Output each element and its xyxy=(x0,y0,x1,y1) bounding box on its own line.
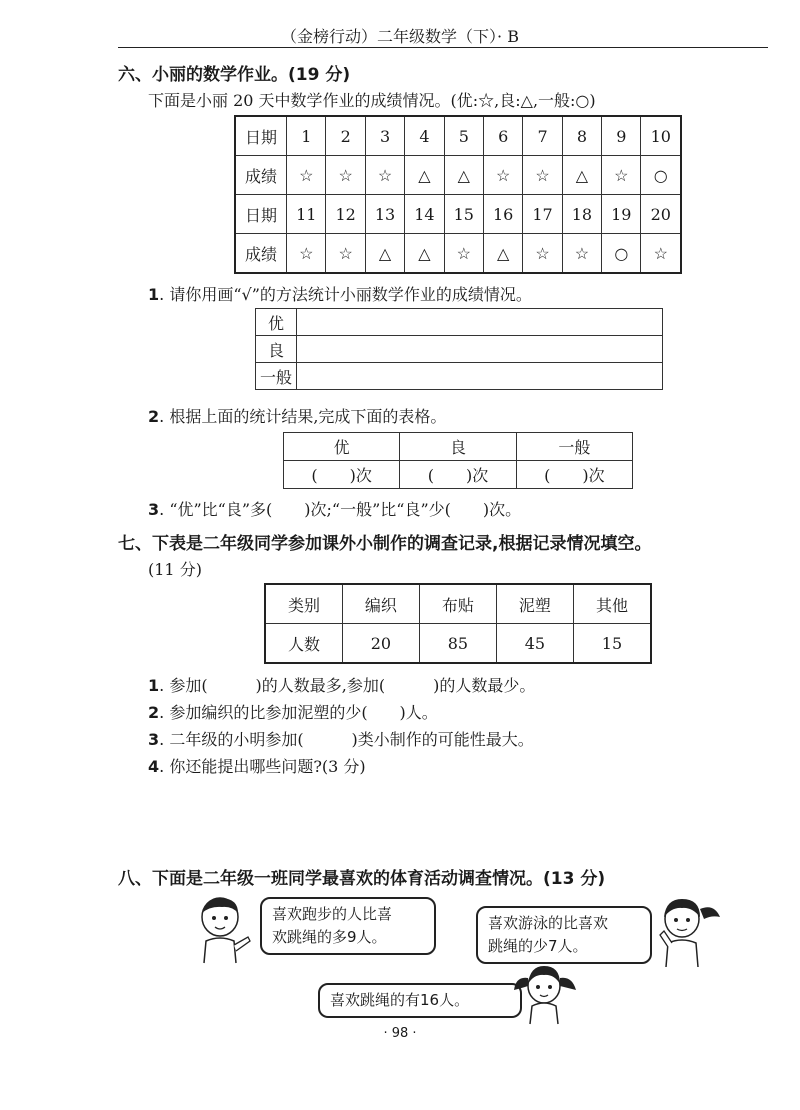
section7-score: (11 分) xyxy=(148,560,202,579)
section7-title: 七、下表是二年级同学参加课外小制作的调查记录,根据记录情况填空。 xyxy=(118,534,652,554)
date-cell: 7 xyxy=(523,116,562,156)
date-cell: 1 xyxy=(287,116,326,156)
date-cell: 10 xyxy=(641,116,681,156)
grade-cell: △ xyxy=(562,156,601,195)
section7-question-3: 3. 二年级的小明参加( )类小制作的可能性最大。 xyxy=(148,730,534,749)
grade-cell: △ xyxy=(365,234,404,274)
table-row xyxy=(256,363,663,390)
table-row xyxy=(235,195,681,234)
section6-intro: 下面是小丽 20 天中数学作业的成绩情况。(优:☆,良:△,一般:○) xyxy=(148,91,596,110)
grade-cell: △ xyxy=(483,234,522,274)
date-cell: 5 xyxy=(444,116,483,156)
grade-cell: ☆ xyxy=(444,234,483,274)
table-row xyxy=(284,433,633,461)
date-cell: 11 xyxy=(287,195,326,234)
grade-cell: ○ xyxy=(602,234,641,274)
date-cell: 8 xyxy=(562,116,601,156)
grade-cell: ☆ xyxy=(641,234,681,274)
grade-cell: ☆ xyxy=(483,156,522,195)
tally-answer-cell[interactable] xyxy=(297,309,663,336)
craft-value: 15 xyxy=(573,624,651,664)
craft-value: 45 xyxy=(496,624,573,664)
page-header-title: （金榜行动）二年级数学（下）· B xyxy=(281,27,519,46)
result-header: 一般 xyxy=(516,433,632,461)
section8-title: 八、下面是二年级一班同学最喜欢的体育活动调查情况。(13 分) xyxy=(118,869,606,889)
craft-header: 泥塑 xyxy=(496,584,573,624)
date-cell: 15 xyxy=(444,195,483,234)
date-cell: 2 xyxy=(326,116,365,156)
table-row xyxy=(265,624,651,664)
date-cell: 13 xyxy=(365,195,404,234)
grade-label: 成绩 xyxy=(235,234,287,274)
section7-question-1: 1. 参加( )的人数最多,参加( )的人数最少。 xyxy=(148,676,536,695)
speech-bubble-jumprope: 喜欢跳绳的有16人。 xyxy=(318,983,522,1018)
speech-bubble-running: 喜欢跑步的人比喜 欢跳绳的多9人。 xyxy=(260,897,436,955)
craft-header: 其他 xyxy=(573,584,651,624)
tally-answer-cell[interactable] xyxy=(297,336,663,363)
table-row xyxy=(235,156,681,195)
section6-question-1: 1. 请你用画“√”的方法统计小丽数学作业的成绩情况。 xyxy=(148,285,532,304)
grade-cell: ○ xyxy=(641,156,681,195)
date-cell: 17 xyxy=(523,195,562,234)
table-row xyxy=(265,584,651,624)
result-header: 良 xyxy=(400,433,516,461)
date-cell: 4 xyxy=(405,116,444,156)
date-label: 日期 xyxy=(235,116,287,156)
grade-cell: ☆ xyxy=(602,156,641,195)
grade-label: 成绩 xyxy=(235,156,287,195)
grade-cell: ☆ xyxy=(365,156,404,195)
craft-header: 布贴 xyxy=(419,584,496,624)
date-cell: 3 xyxy=(365,116,404,156)
grade-cell: ☆ xyxy=(287,156,326,195)
tally-label: 一般 xyxy=(256,363,297,390)
craft-value: 人数 xyxy=(265,624,342,664)
craft-table xyxy=(264,583,652,664)
date-cell: 20 xyxy=(641,195,681,234)
pigtail-girl-illustration xyxy=(510,960,580,1026)
result-answer-cell[interactable]: ( )次 xyxy=(400,461,516,489)
result-answer-cell[interactable]: ( )次 xyxy=(516,461,632,489)
table-row xyxy=(235,116,681,156)
tally-label: 良 xyxy=(256,336,297,363)
date-cell: 16 xyxy=(483,195,522,234)
date-label: 日期 xyxy=(235,195,287,234)
grade-cell: ☆ xyxy=(326,234,365,274)
girl-character-illustration xyxy=(642,893,724,969)
grade-cell: ☆ xyxy=(326,156,365,195)
grade-cell: ☆ xyxy=(562,234,601,274)
craft-value: 20 xyxy=(342,624,419,664)
section7-question-4: 4. 你还能提出哪些问题?(3 分) xyxy=(148,757,366,776)
tally-table xyxy=(255,308,663,390)
grade-table xyxy=(234,115,682,274)
result-answer-cell[interactable]: ( )次 xyxy=(284,461,400,489)
section6-title: 六、小丽的数学作业。(19 分) xyxy=(118,65,351,85)
boy-character-illustration xyxy=(192,893,252,965)
grade-cell: △ xyxy=(405,156,444,195)
grade-cell: ☆ xyxy=(523,234,562,274)
header-divider xyxy=(118,47,768,48)
grade-cell: △ xyxy=(405,234,444,274)
craft-header: 类别 xyxy=(265,584,342,624)
table-row xyxy=(235,234,681,274)
tally-label: 优 xyxy=(256,309,297,336)
date-cell: 18 xyxy=(562,195,601,234)
page-number: · 98 · xyxy=(383,1026,417,1041)
grade-cell: △ xyxy=(444,156,483,195)
section6-question-2: 2. 根据上面的统计结果,完成下面的表格。 xyxy=(148,407,447,426)
speech-bubble-swimming: 喜欢游泳的比喜欢 跳绳的少7人。 xyxy=(476,906,652,964)
date-cell: 9 xyxy=(602,116,641,156)
date-cell: 6 xyxy=(483,116,522,156)
section6-question-3: 3. “优”比“良”多( )次;“一般”比“良”少( )次。 xyxy=(148,500,522,519)
section7-question-2: 2. 参加编织的比参加泥塑的少( )人。 xyxy=(148,703,438,722)
date-cell: 14 xyxy=(405,195,444,234)
date-cell: 19 xyxy=(602,195,641,234)
result-table xyxy=(283,432,633,489)
craft-header: 编织 xyxy=(342,584,419,624)
date-cell: 12 xyxy=(326,195,365,234)
grade-cell: ☆ xyxy=(287,234,326,274)
table-row xyxy=(284,461,633,489)
result-header: 优 xyxy=(284,433,400,461)
table-row xyxy=(256,336,663,363)
table-row xyxy=(256,309,663,336)
grade-cell: ☆ xyxy=(523,156,562,195)
craft-value: 85 xyxy=(419,624,496,664)
tally-answer-cell[interactable] xyxy=(297,363,663,390)
